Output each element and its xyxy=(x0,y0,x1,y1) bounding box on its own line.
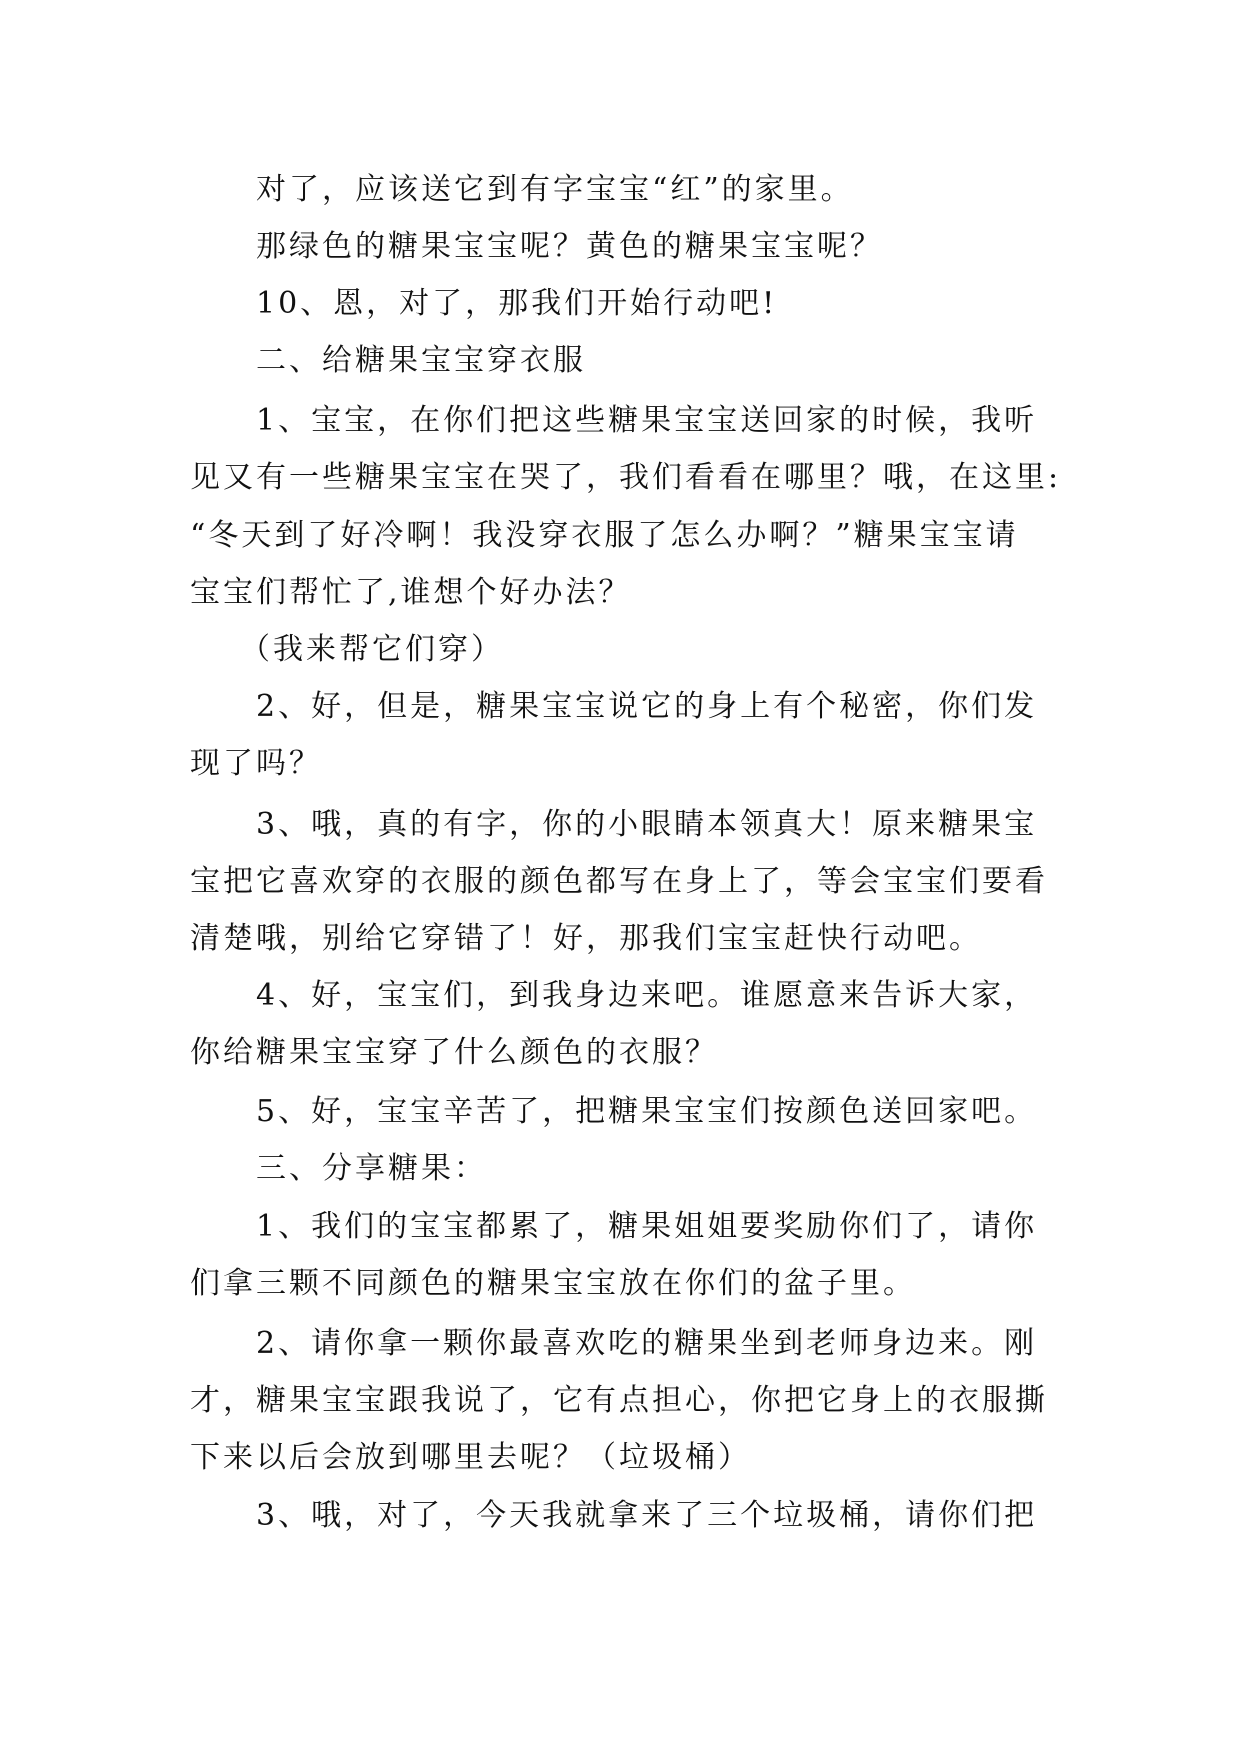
text-line: “冬天到了好冷啊！我没穿衣服了怎么办啊？”糖果宝宝请 xyxy=(190,518,1019,553)
text-line: 现了吗？ xyxy=(190,746,322,781)
text-line: 清楚哦，别给它穿错了！好，那我们宝宝赶快行动吧。 xyxy=(190,921,982,956)
text-line: 们拿三颗不同颜色的糖果宝宝放在你们的盆子里。 xyxy=(190,1266,916,1301)
text-line: 2、请你拿一颗你最喜欢吃的糖果坐到老师身边来。刚 xyxy=(256,1326,1038,1361)
text-line: 宝把它喜欢穿的衣服的颜色都写在身上了，等会宝宝们要看 xyxy=(190,864,1048,899)
text-line: 才，糖果宝宝跟我说了，它有点担心，你把它身上的衣服撕 xyxy=(190,1383,1048,1418)
text-line: 1、宝宝，在你们把这些糖果宝宝送回家的时候，我听 xyxy=(256,403,1038,438)
text-line: 4、好，宝宝们，到我身边来吧。谁愿意来告诉大家， xyxy=(256,978,1038,1013)
text-line: 你给糖果宝宝穿了什么颜色的衣服？ xyxy=(190,1035,718,1070)
section-heading: 二、给糖果宝宝穿衣服 xyxy=(256,343,586,378)
text-line: 3、哦，对了，今天我就拿来了三个垃圾桶，请你们把 xyxy=(256,1498,1038,1533)
text-line: 2、好，但是，糖果宝宝说它的身上有个秘密，你们发 xyxy=(256,689,1038,724)
text-line: 下来以后会放到哪里去呢？（垃圾桶） xyxy=(190,1440,751,1475)
text-line: 对了，应该送它到有字宝宝“红”的家里。 xyxy=(256,172,854,207)
text-line: 10、恩，对了，那我们开始行动吧! xyxy=(256,286,778,321)
text-line: 见又有一些糖果宝宝在哭了，我们看看在哪里？哦，在这里: xyxy=(190,460,1062,495)
section-heading: 三、分享糖果： xyxy=(256,1151,487,1186)
text-line: 5、好，宝宝辛苦了，把糖果宝宝们按颜色送回家吧。 xyxy=(256,1094,1038,1129)
text-line: 那绿色的糖果宝宝呢？黄色的糖果宝宝呢？ xyxy=(256,229,883,264)
text-line: 3、哦，真的有字，你的小眼睛本领真大！原来糖果宝 xyxy=(256,807,1038,842)
text-line: 宝宝们帮忙了,谁想个好办法？ xyxy=(190,575,632,610)
text-line: 1、我们的宝宝都累了，糖果姐姐要奖励你们了，请你 xyxy=(256,1209,1038,1244)
text-line: （我来帮它们穿） xyxy=(240,632,504,667)
